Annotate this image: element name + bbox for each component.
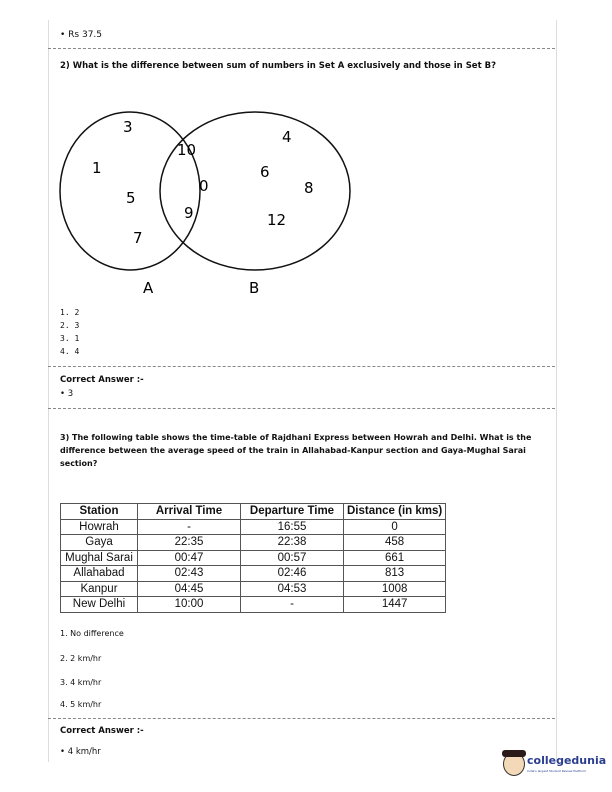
table-cell: 10:00 [138,597,241,613]
q3-correct-label: Correct Answer :- [60,726,144,736]
q2-correct-text: 3 [67,389,74,399]
mascot-icon [503,752,525,776]
divider [48,718,555,719]
table-cell: New Delhi [61,597,138,613]
table-cell: 1447 [344,597,446,613]
option[interactable]: 4. 4 [60,347,80,356]
table-cell: 0 [344,519,446,535]
prev-answer: • Rs 37.5 [60,30,103,40]
logo-name: collegedunia [527,754,607,767]
table-row [61,566,446,582]
table-cell: 04:45 [138,581,241,597]
column-header: Arrival Time [138,504,241,520]
venn-number: 12 [267,211,287,229]
table-cell: 00:47 [138,550,241,566]
option[interactable]: 1. 2 [60,308,80,317]
option[interactable]: 3. 4 km/hr [60,678,102,687]
q2-correct-label: Correct Answer :- [60,375,144,385]
table-cell: Gaya [61,535,138,551]
column-header: Station [61,504,138,520]
table-cell: Kanpur [61,581,138,597]
venn-number: 10 [177,141,197,159]
option[interactable]: 2. 2 km/hr [60,654,102,663]
table-header [61,504,446,520]
venn-number: 5 [126,189,136,207]
table-row [61,535,446,551]
table-cell: 04:53 [241,581,344,597]
table-cell: 1008 [344,581,446,597]
set-a-label: A [143,279,154,297]
column-header: Departure Time [241,504,344,520]
venn-number: 9 [184,204,194,222]
q2-question: 2) What is the difference between sum of numbers in Set A exclusively and those in Set B? [60,61,497,71]
option[interactable]: 1. No difference [60,629,124,638]
divider [48,48,555,49]
option[interactable]: 4. 5 km/hr [60,700,102,709]
q2-correct-answer: • 3 [60,389,74,399]
divider [48,366,555,367]
table-cell: 22:38 [241,535,344,551]
venn-diagram [50,100,370,300]
q3-correct-text: 4 km/hr [67,747,101,757]
venn-number: 4 [282,128,292,146]
table-row [61,597,446,613]
table-cell: Allahabad [61,566,138,582]
table-cell: 661 [344,550,446,566]
option[interactable]: 2. 3 [60,321,80,330]
table-cell: 00:57 [241,550,344,566]
venn-number: 6 [260,163,270,181]
venn-number: 7 [133,229,143,247]
table-row [61,550,446,566]
column-header: Distance (in kms) [344,504,446,520]
table-cell: - [138,519,241,535]
table-cell: Howrah [61,519,138,535]
table-row [61,519,446,535]
venn-number: 0 [199,177,209,195]
table-cell: 16:55 [241,519,344,535]
q2-options [60,306,79,358]
table-cell: - [241,597,344,613]
timetable [60,503,446,613]
table-cell: 813 [344,566,446,582]
q3-correct-answer: • 4 km/hr [60,747,101,757]
set-b-circle [160,112,350,270]
table-cell: Mughal Sarai [61,550,138,566]
table-cell: 22:35 [138,535,241,551]
prev-answer-text: Rs 37.5 [68,30,103,40]
divider [48,408,555,409]
set-b-label: B [249,279,260,297]
table-cell: 458 [344,535,446,551]
option[interactable]: 3. 1 [60,334,80,343]
logo-tagline: India's largest Student Review Platform [527,769,587,773]
table-row [61,581,446,597]
table-cell: 02:46 [241,566,344,582]
venn-number: 1 [92,159,102,177]
q3-question: 3) The following table shows the time-table of Rajdhani Express between Howrah and Delhi. What is the difference between the average speed of the train in Allahabad-Kanpur section and Gaya-Mughal Sarai section? [60,433,532,468]
table-cell: 02:43 [138,566,241,582]
venn-number: 3 [123,118,133,136]
venn-number: 8 [304,179,314,197]
